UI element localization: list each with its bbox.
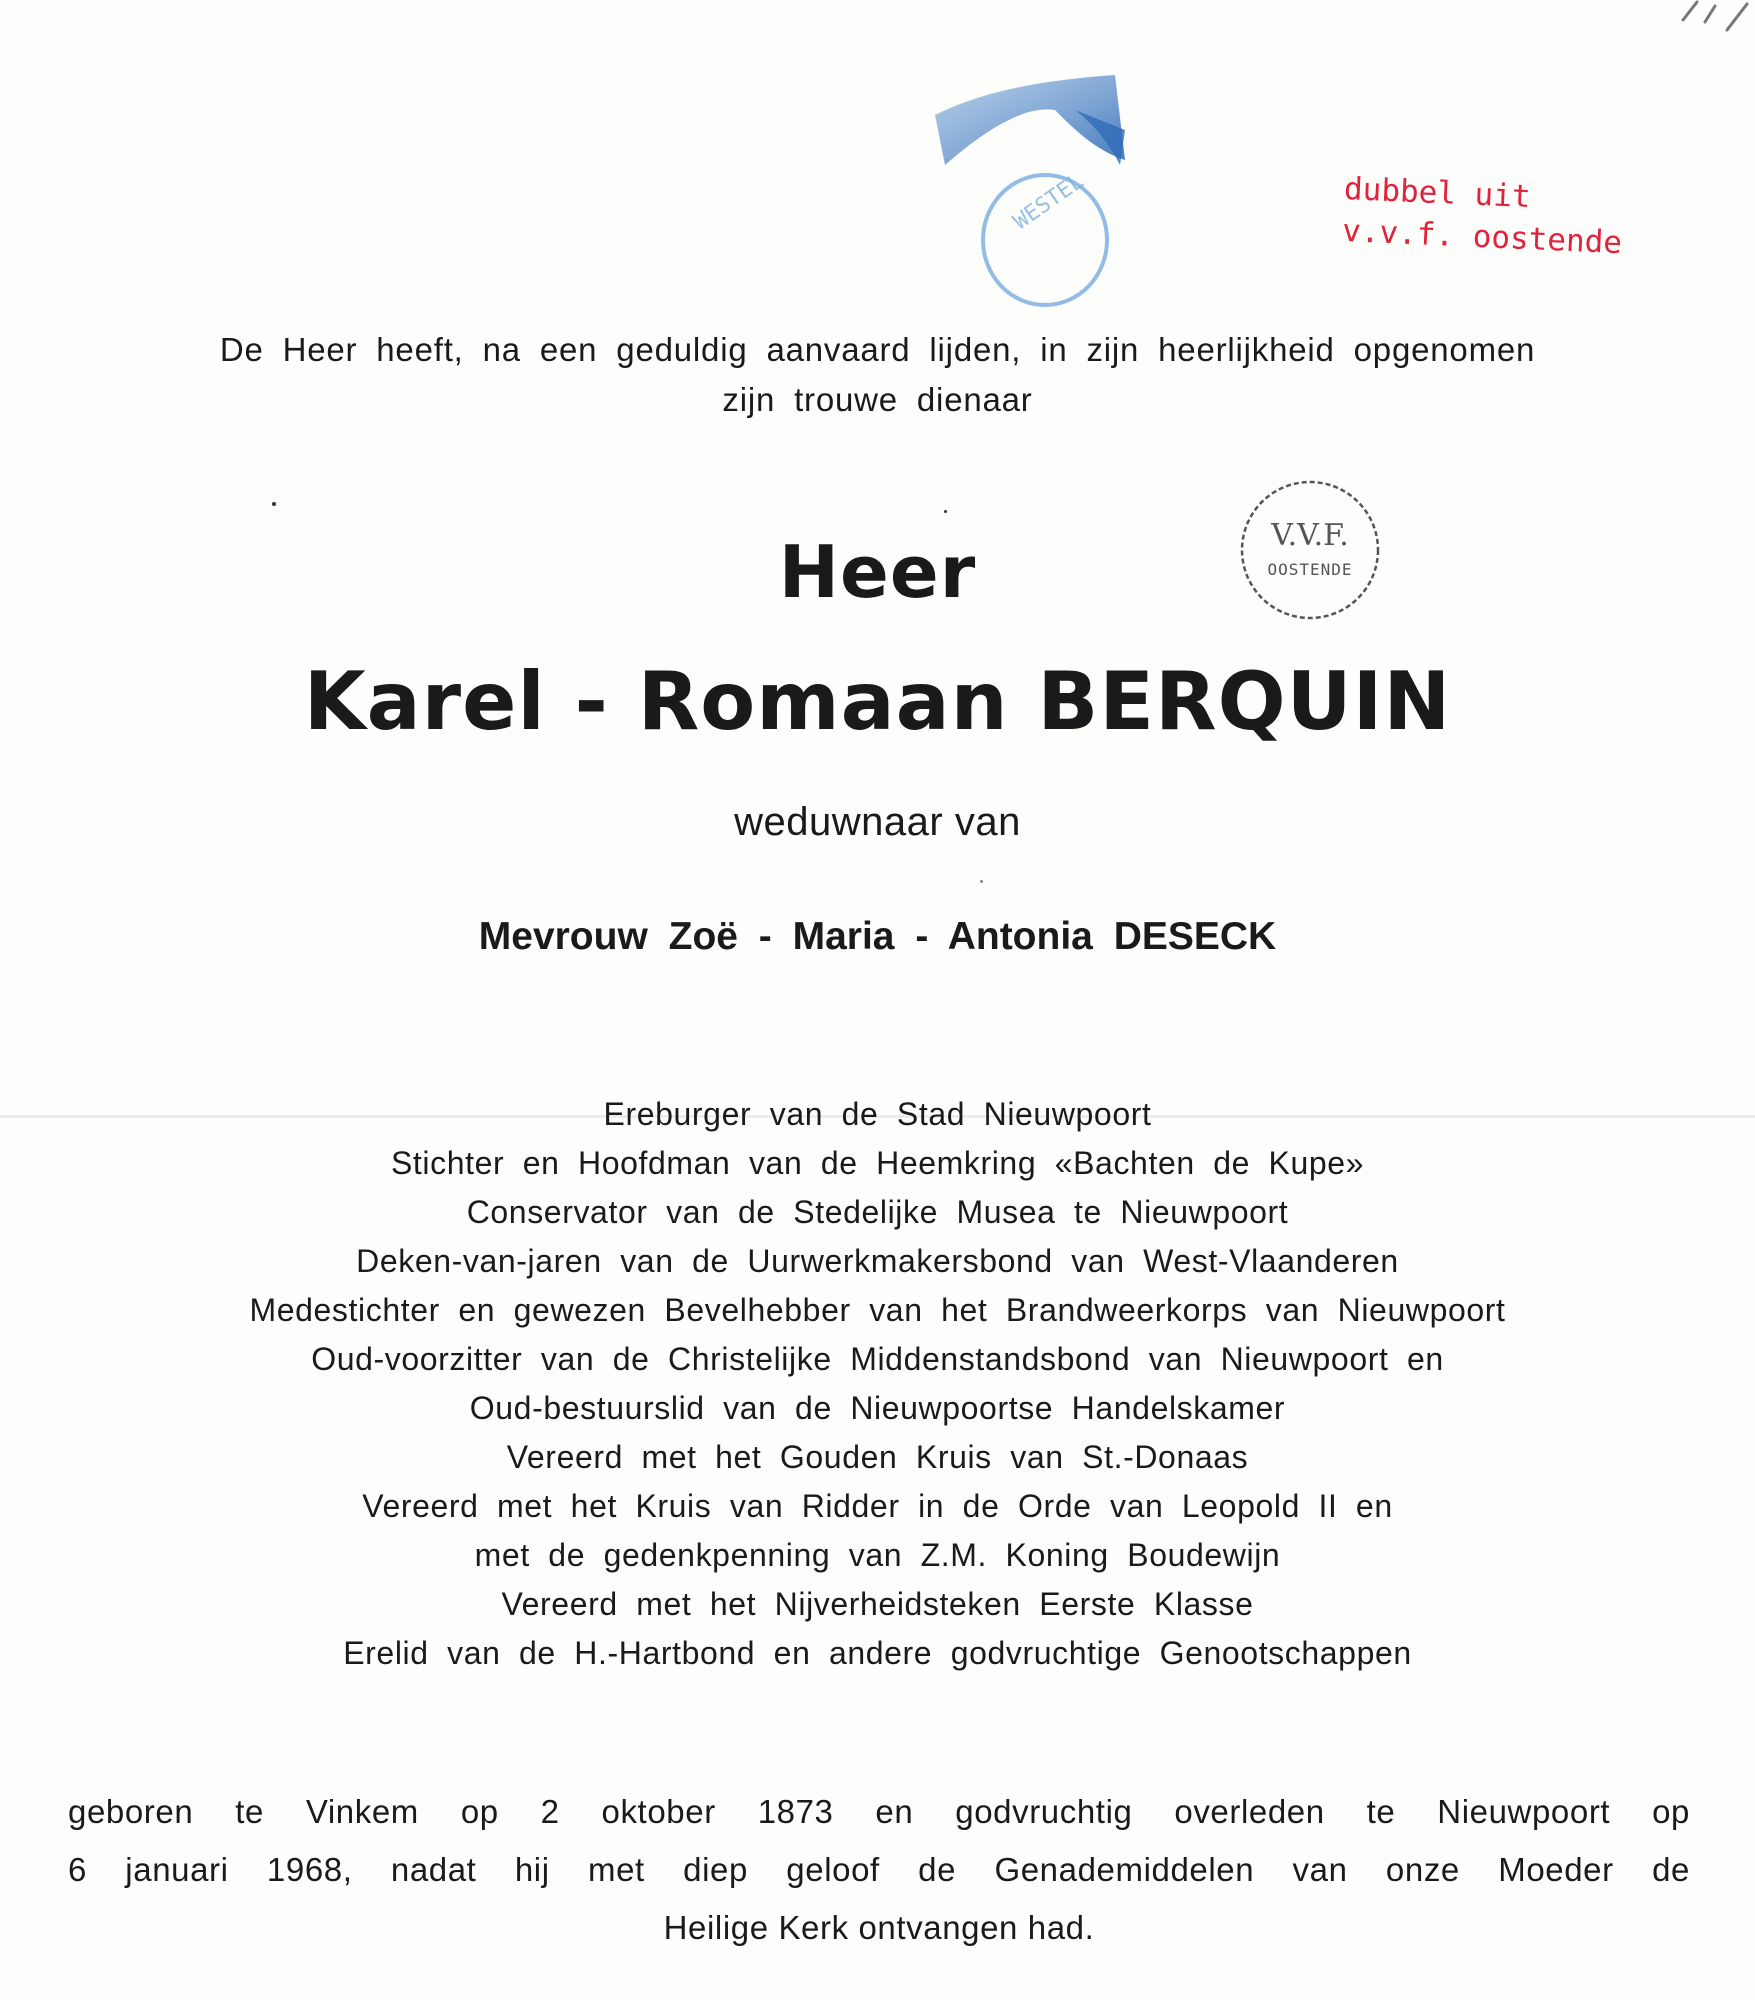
title-line: Stichter en Hoofdman van de Heemkring «Bachten de Kupe» [390,1145,1365,1181]
seal-line-1: V.V.F. [1271,518,1349,553]
ink-speck [272,502,276,506]
birth-death-line-1: geboren te Vinkem op 2 oktober 1873 en godvruchtig overleden te Nieuwpoort op [68,1793,1690,1830]
title-line: Vereerd met het Nijverheidsteken Eerste Klasse [501,1586,1254,1622]
ink-speck [980,880,983,883]
title-line: Erelid van de H.-Hartbond en andere godvruchtige Genootschappen [343,1635,1412,1671]
ink-speck [944,510,947,513]
salutation-heading: Heer [778,530,977,614]
title-line: Medestichter en gewezen Bevelhebber van het Brandweerkorps van Nieuwpoort [249,1292,1506,1328]
relation-text: weduwnaar van [734,800,1021,844]
title-line: Vereerd met het Kruis van Ridder in de Orde van Leopold II en [362,1488,1393,1524]
intro-line-1: De Heer heeft, na een geduldig aanvaard lijden, in zijn heerlijkheid opgenomen [219,331,1536,368]
intro-line-2: zijn trouwe dienaar [722,381,1033,418]
birth-death-line-3: Heilige Kerk ontvangen had. [663,1909,1095,1946]
seal-line-2: OOSTENDE [1267,560,1353,579]
title-line: Vereerd met het Gouden Kruis van St.-Donaas [506,1439,1249,1475]
red-stamp-line-2: v.v.f. oostende [1341,212,1623,262]
birth-death-line-2: 6 januari 1968, nadat hij met diep geloof de Genademiddelen van onze Moeder de [68,1851,1690,1888]
honorary-titles-list [0,1090,1755,1678]
pencil-mark-icon [1675,0,1755,45]
intro-text [0,325,1755,425]
title-line: Oud-voorzitter van de Christelijke Middenstandsbond van Nieuwpoort en [311,1341,1444,1377]
title-line: Conservator van de Stedelijke Musea te Nieuwpoort [466,1194,1289,1230]
title-line: met de gedenkpenning van Z.M. Koning Boudewijn [474,1537,1281,1573]
title-line: Deken-van-jaren van de Uurwerkmakersbond van West-Vlaanderen [356,1243,1399,1279]
blue-postmark-stamp [925,70,1135,320]
red-duplicate-stamp [1341,168,1624,264]
spouse-name: Mevrouw Zoë - Maria - Antonia DESECK [478,915,1277,958]
title-line: Oud-bestuurslid van de Nieuwpoortse Handelskamer [469,1390,1286,1426]
svg-text:WESTEL: WESTEL [1009,168,1089,235]
deceased-name-heading: Karel - Romaan BERQUIN [303,655,1452,748]
title-line: Ereburger van de Stad Nieuwpoort [603,1096,1152,1132]
birth-death-paragraph [68,1783,1690,1957]
red-stamp-line-1: dubbel uit [1343,170,1532,216]
